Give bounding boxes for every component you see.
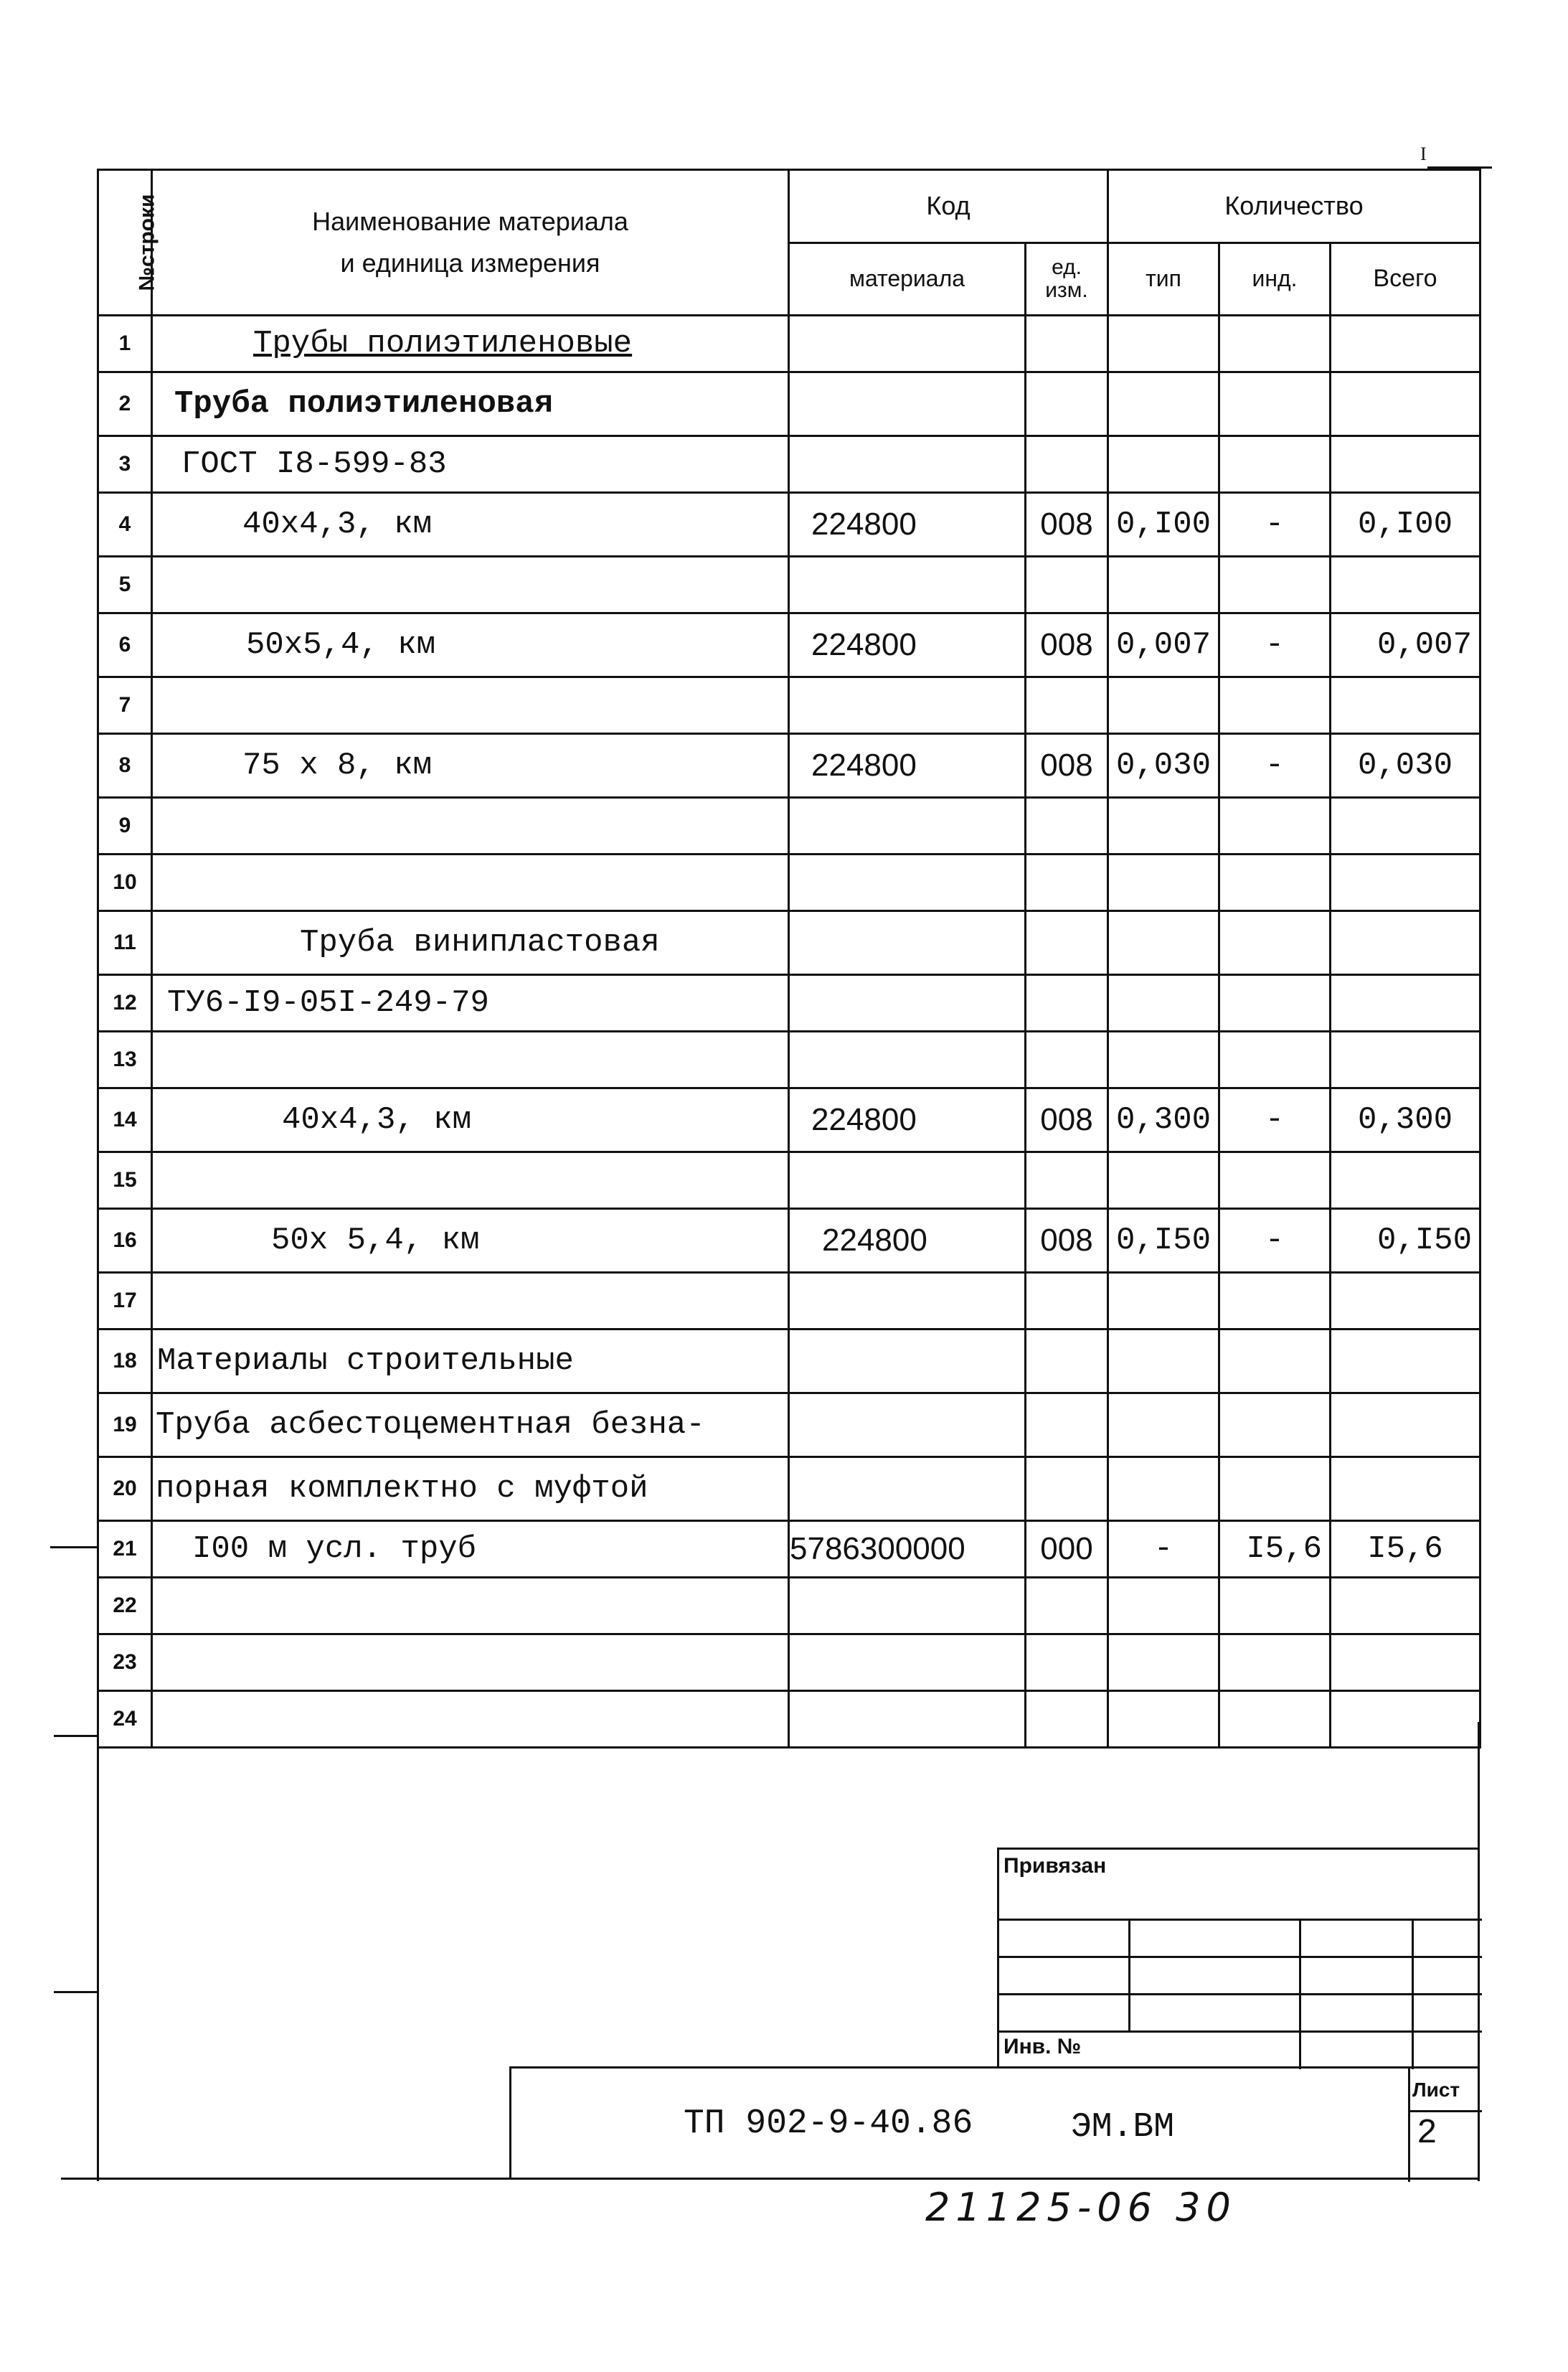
row-number: 3 [98, 436, 152, 493]
row-number: 2 [98, 372, 152, 436]
table-row [98, 1521, 1480, 1578]
row-code: 224800 [789, 613, 1026, 677]
row-name: I00 м усл. труб [152, 1521, 789, 1578]
document-code: ТП 902-9-40.86 [684, 2104, 973, 2143]
header-ind: инд. [1219, 243, 1331, 316]
row-total [1331, 316, 1480, 372]
row-unit [1026, 855, 1108, 911]
row-unit [1026, 1329, 1108, 1393]
row-name: 40х4,3, км [152, 1088, 789, 1152]
row-total [1331, 1578, 1480, 1634]
row-code [789, 677, 1026, 734]
row-name: Труба винипластовая [152, 911, 789, 975]
row-ind [1219, 1393, 1331, 1457]
row-total [1331, 372, 1480, 436]
header-row-number: №строки [98, 170, 152, 316]
row-ind [1219, 911, 1331, 975]
row-ind [1219, 436, 1331, 493]
row-number: 6 [98, 613, 152, 677]
row-number: 11 [98, 911, 152, 975]
row-code [789, 1032, 1026, 1088]
table-row [98, 1393, 1480, 1457]
row-total [1331, 911, 1480, 975]
table-row [98, 677, 1480, 734]
row-typ: 0,I50 [1108, 1209, 1219, 1273]
row-name: ГОСТ I8-599-83 [152, 436, 789, 493]
table-row [98, 734, 1480, 798]
table-row [98, 798, 1480, 855]
handwritten-number: 21125-06 30 [925, 2185, 1237, 2230]
row-code: 224800 [789, 493, 1026, 557]
page-marker: I [1420, 143, 1427, 164]
row-name [152, 557, 789, 613]
row-name [152, 1634, 789, 1691]
row-unit [1026, 557, 1108, 613]
row-code [789, 1457, 1026, 1521]
row-ind [1219, 855, 1331, 911]
row-name: 50х5,4, км [152, 613, 789, 677]
row-unit [1026, 436, 1108, 493]
sheet-label-line [1408, 2110, 1482, 2112]
row-typ [1108, 855, 1219, 911]
row-total: 0,007 [1331, 613, 1480, 677]
table-row [98, 1209, 1480, 1273]
row-typ [1108, 1393, 1219, 1457]
stamp-line-3 [999, 1993, 1482, 1995]
title-block [509, 2066, 1480, 2180]
inv-label: Инв. № [1003, 2035, 1082, 2058]
row-number: 20 [98, 1457, 152, 1521]
row-number: 1 [98, 316, 152, 372]
row-typ [1108, 1457, 1219, 1521]
row-unit [1026, 1152, 1108, 1209]
row-name [152, 855, 789, 911]
margin-tick-1 [50, 1546, 99, 1548]
row-ind [1219, 1329, 1331, 1393]
row-name: Трубы полиэтиленовые [152, 316, 789, 372]
row-total [1331, 1032, 1480, 1088]
row-total: 0,I50 [1331, 1209, 1480, 1273]
row-code [789, 855, 1026, 911]
row-typ [1108, 911, 1219, 975]
row-number: 7 [98, 677, 152, 734]
sheet-number: 2 [1417, 2114, 1437, 2153]
row-code [789, 1152, 1026, 1209]
row-code [789, 975, 1026, 1032]
row-unit [1026, 316, 1108, 372]
row-name: ТУ6-I9-05I-249-79 [152, 975, 789, 1032]
row-unit [1026, 1634, 1108, 1691]
row-unit [1026, 1457, 1108, 1521]
row-typ: 0,300 [1108, 1088, 1219, 1152]
bound-stamp [997, 1848, 1480, 2069]
row-code [789, 436, 1026, 493]
row-ind [1219, 677, 1331, 734]
row-code [789, 316, 1026, 372]
bound-label: Привязан [1003, 1854, 1107, 1878]
row-code [789, 1578, 1026, 1634]
table-row [98, 1032, 1480, 1088]
materials-table [97, 169, 1481, 1749]
table-row [98, 316, 1480, 372]
row-unit [1026, 372, 1108, 436]
header-typ: тип [1108, 243, 1219, 316]
header-total: Всего [1331, 243, 1480, 316]
row-unit [1026, 1032, 1108, 1088]
row-ind [1219, 1032, 1331, 1088]
row-unit [1026, 1691, 1108, 1748]
row-total [1331, 1329, 1480, 1393]
row-typ [1108, 372, 1219, 436]
row-total [1331, 798, 1480, 855]
row-name: 75 х 8, км [152, 734, 789, 798]
row-code [789, 1691, 1026, 1748]
row-typ [1108, 436, 1219, 493]
row-typ [1108, 798, 1219, 855]
row-ind [1219, 557, 1331, 613]
row-name [152, 798, 789, 855]
row-name [152, 1152, 789, 1209]
row-total: I5,6 [1331, 1521, 1480, 1578]
row-ind [1219, 798, 1331, 855]
row-ind [1219, 316, 1331, 372]
row-total: 0,300 [1331, 1088, 1480, 1152]
row-number: 10 [98, 855, 152, 911]
row-total [1331, 1457, 1480, 1521]
row-typ [1108, 1691, 1219, 1748]
row-code: 224800 [789, 734, 1026, 798]
row-typ [1108, 1634, 1219, 1691]
row-ind: - [1219, 1088, 1331, 1152]
row-total [1331, 677, 1480, 734]
row-number: 16 [98, 1209, 152, 1273]
header-material-name: Наименование материала и единица измерения [152, 170, 789, 316]
row-ind: - [1219, 613, 1331, 677]
table-row [98, 1152, 1480, 1209]
row-code [789, 372, 1026, 436]
row-ind [1219, 1634, 1331, 1691]
row-ind [1219, 1578, 1331, 1634]
stamp-line-4 [999, 2030, 1482, 2033]
stamp-vline-3 [1412, 1919, 1414, 2069]
row-typ [1108, 557, 1219, 613]
row-number: 24 [98, 1691, 152, 1748]
row-name [152, 1691, 789, 1748]
row-ind [1219, 1273, 1331, 1329]
row-total [1331, 557, 1480, 613]
stamp-vline-2 [1299, 1919, 1301, 2069]
row-name: Труба полиэтиленовая [152, 372, 789, 436]
row-unit [1026, 911, 1108, 975]
table-row [98, 1578, 1480, 1634]
row-total: 0,I00 [1331, 493, 1480, 557]
row-ind [1219, 372, 1331, 436]
row-typ: 0,007 [1108, 613, 1219, 677]
row-typ: 0,I00 [1108, 493, 1219, 557]
header-quantity: Количество [1108, 170, 1480, 243]
table-row [98, 911, 1480, 975]
row-name: 50х 5,4, км [152, 1209, 789, 1273]
row-unit: 008 [1026, 1088, 1108, 1152]
row-unit [1026, 798, 1108, 855]
row-total [1331, 1634, 1480, 1691]
row-code [789, 557, 1026, 613]
row-typ: - [1108, 1521, 1219, 1578]
row-number: 15 [98, 1152, 152, 1209]
row-name [152, 1273, 789, 1329]
stamp-line-2 [999, 1956, 1482, 1958]
row-ind [1219, 1457, 1331, 1521]
row-typ [1108, 1578, 1219, 1634]
row-code [789, 1273, 1026, 1329]
row-total [1331, 1273, 1480, 1329]
row-typ [1108, 316, 1219, 372]
stamp-vline-1 [1128, 1919, 1130, 2030]
row-ind: - [1219, 493, 1331, 557]
margin-tick-3 [54, 1991, 98, 1993]
row-total [1331, 436, 1480, 493]
frame-left-line [97, 1722, 99, 2181]
header-unit: ед. изм. [1026, 243, 1108, 316]
row-typ: 0,030 [1108, 734, 1219, 798]
table-row [98, 1634, 1480, 1691]
row-number: 22 [98, 1578, 152, 1634]
row-unit [1026, 1393, 1108, 1457]
row-unit [1026, 975, 1108, 1032]
row-total [1331, 1393, 1480, 1457]
row-unit: 008 [1026, 613, 1108, 677]
row-unit [1026, 1578, 1108, 1634]
table-row [98, 493, 1480, 557]
row-unit [1026, 677, 1108, 734]
row-name [152, 677, 789, 734]
sheet-divider [1408, 2069, 1410, 2182]
row-ind: I5,6 [1219, 1521, 1331, 1578]
row-name: 40х4,3, км [152, 493, 789, 557]
header-code: Код [789, 170, 1108, 243]
margin-tick-2 [54, 1735, 98, 1737]
table-row [98, 855, 1480, 911]
row-total: 0,030 [1331, 734, 1480, 798]
row-typ [1108, 677, 1219, 734]
row-number: 4 [98, 493, 152, 557]
row-ind: - [1219, 1209, 1331, 1273]
table-row [98, 1329, 1480, 1393]
row-number: 12 [98, 975, 152, 1032]
row-code [789, 911, 1026, 975]
row-typ [1108, 1032, 1219, 1088]
row-number: 17 [98, 1273, 152, 1329]
row-code: 224800 [789, 1088, 1026, 1152]
row-code [789, 1634, 1026, 1691]
row-code [789, 1329, 1026, 1393]
row-code: 224800 [789, 1209, 1026, 1273]
document-mark: ЭМ.ВМ [1071, 2108, 1175, 2147]
row-total [1331, 1691, 1480, 1748]
row-number: 9 [98, 798, 152, 855]
table-row [98, 613, 1480, 677]
row-code [789, 798, 1026, 855]
row-ind: - [1219, 734, 1331, 798]
row-unit: 008 [1026, 734, 1108, 798]
row-name [152, 1032, 789, 1088]
row-name: порная комплектно с муфтой [152, 1457, 789, 1521]
row-unit [1026, 1273, 1108, 1329]
row-number: 13 [98, 1032, 152, 1088]
sheet-label: Лист [1412, 2079, 1460, 2101]
row-total [1331, 855, 1480, 911]
row-ind [1219, 1152, 1331, 1209]
row-name [152, 1578, 789, 1634]
row-ind [1219, 1691, 1331, 1748]
row-total [1331, 975, 1480, 1032]
table-row [98, 1088, 1480, 1152]
table-row [98, 372, 1480, 436]
row-typ [1108, 975, 1219, 1032]
row-number: 8 [98, 734, 152, 798]
row-name: Труба асбестоцементная безна- [152, 1393, 789, 1457]
row-typ [1108, 1329, 1219, 1393]
table-row [98, 557, 1480, 613]
header-material-code: материала [789, 243, 1026, 316]
table-row [98, 1691, 1480, 1748]
table-row [98, 1273, 1480, 1329]
row-typ [1108, 1152, 1219, 1209]
row-code: 5786300000 [789, 1521, 1026, 1578]
row-unit: 008 [1026, 493, 1108, 557]
row-unit: 000 [1026, 1521, 1108, 1578]
row-typ [1108, 1273, 1219, 1329]
header-row-1 [98, 170, 1480, 243]
table-row [98, 1457, 1480, 1521]
row-total [1331, 1152, 1480, 1209]
row-number: 21 [98, 1521, 152, 1578]
row-number: 23 [98, 1634, 152, 1691]
row-code [789, 1393, 1026, 1457]
row-number: 14 [98, 1088, 152, 1152]
row-number: 18 [98, 1329, 152, 1393]
row-unit: 008 [1026, 1209, 1108, 1273]
row-number: 5 [98, 557, 152, 613]
row-ind [1219, 975, 1331, 1032]
stamp-line-1 [999, 1919, 1482, 1921]
row-number: 19 [98, 1393, 152, 1457]
row-name: Материалы строительные [152, 1329, 789, 1393]
table-row [98, 975, 1480, 1032]
table-row [98, 436, 1480, 493]
